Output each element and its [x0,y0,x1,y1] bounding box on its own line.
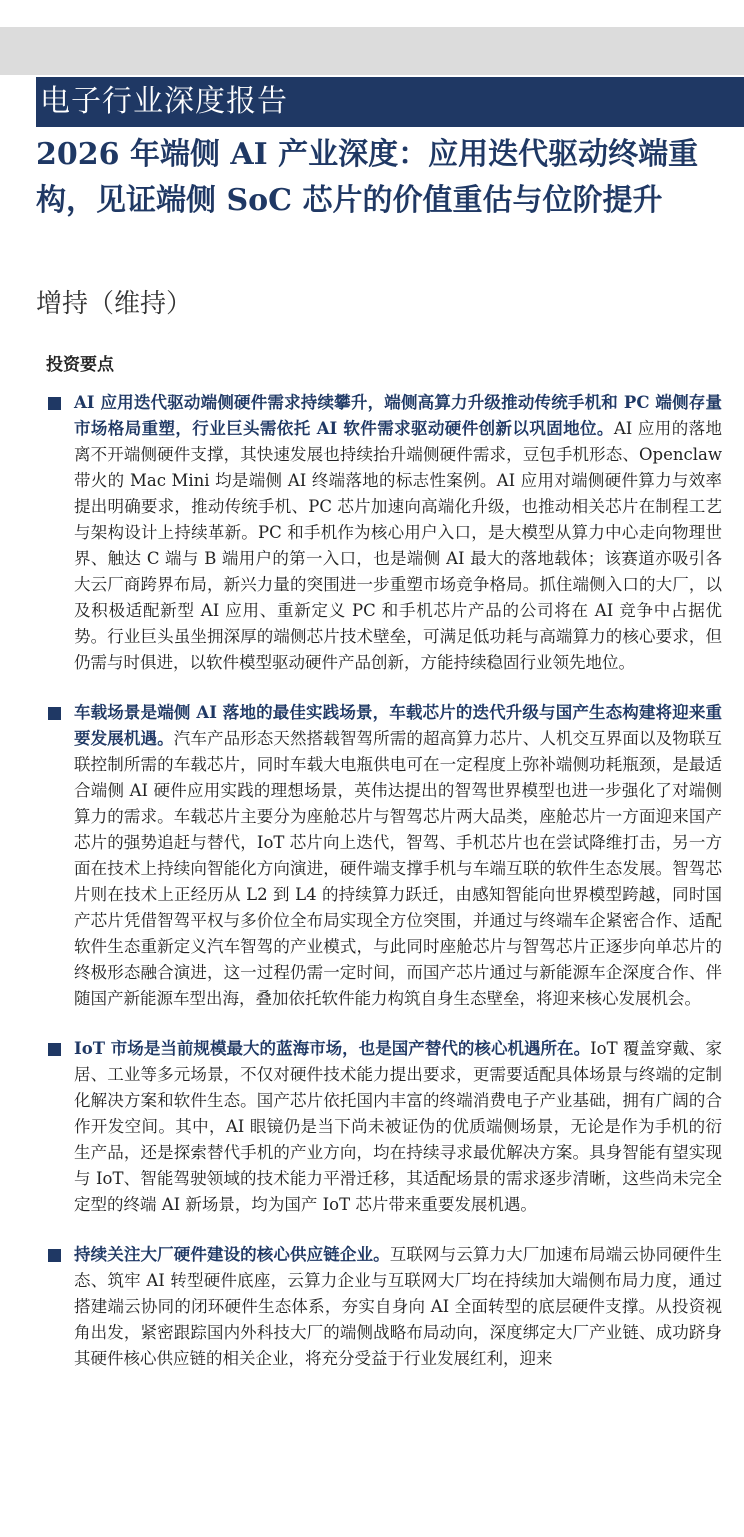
point-paragraph [74,1242,722,1372]
point-lead: AI 应用迭代驱动端侧硬件需求持续攀升，端侧高算力升级推动传统手机和 PC 端侧存量市场格局重塑，行业巨头需依托 AI 软件需求驱动硬件创新以巩固地位。 [74,393,722,438]
investment-points [46,390,722,1396]
report-type-banner: 电子行业深度报告 [36,77,744,127]
report-title: 2026 年端侧 AI 产业深度：应用迭代驱动终端重构，见证端侧 SoC 芯片的价值重估与位阶提升 [36,137,699,218]
point-body: AI 应用的落地离不开端侧硬件支撑，其快速发展也持续抬升端侧硬件需求，豆包手机形态、Openclaw 带火的 Mac Mini 均是端侧 AI 终端落地的标志性案例。AI 应用对端侧硬件算力与效率提出明确要求，推动传统手机、PC 芯片加速向高端化升级，也推动相关芯片在制程工艺与架构设计上持续革新。PC 和手机作为核心用户入口，是大模型从算力中心走向物理世界、触达 C 端与 B 端用户的第一入口，也是端侧 AI 最大的落地载体；该赛道亦吸引各大云厂商跨界布局，新兴力量的突围进一步重塑市场竞争格局。抓住端侧入口的大厂，以及积极适配新型 AI 应用、重新定义 PC 和手机芯片产品的公司将在 AI 竞争中占据优势。行业巨头虽坐拥深厚的端侧芯片技术壁垒，可满足低功耗与高端算力的核心要求，但仍需与时俱进，以软件模型驱动硬件产品创新，方能持续稳固行业领先地位。 [74,419,722,672]
list-item [46,390,722,676]
point-paragraph [74,390,722,676]
point-paragraph [74,1036,722,1218]
section-heading: 投资要点 [46,355,114,375]
point-body: 汽车产品形态天然搭载智驾所需的超高算力芯片、人机交互界面以及物联互联控制所需的车载芯片，同时车载大电瓶供电可在一定程度上弥补端侧功耗瓶颈，是最适合端侧 AI 硬件应用实践的理想场景，英伟达提出的智驾世界模型也进一步强化了对端侧算力的需求。车载芯片主要分为座舱芯片与智驾芯片两大品类，座舱芯片一方面迎来国产芯片的强势追赶与替代，IoT 芯片向上迭代，智驾、手机芯片也在尝试降维打击，另一方面在技术上持续向智能化方向演进，硬件端支撑手机与车端互联的软件生态发展。智驾芯片则在技术上正经历从 L2 到 L4 的持续算力跃迁，由感知智能向世界模型跨越，同时国产芯片凭借智驾平权与多价位全布局实现全方位突围，并通过与终端车企紧密合作、适配软件生态重新定义汽车智驾的产业模式，与此同时座舱芯片与智驾芯片正逐步向单芯片的终极形态融合演进，这一过程仍需一定时间，而国产芯片通过与新能源车企深度合作、伴随国产新能源车型出海，叠加依托软件能力构筑自身生态壁垒，将迎来核心发展机会。 [74,729,723,1008]
point-lead: IoT 市场是当前规模最大的蓝海市场，也是国产替代的核心机遇所在。 [74,1039,591,1058]
square-bullet-icon [48,1043,61,1056]
top-gray-bar [0,27,744,75]
rating-label: 增持（维持） [36,289,193,319]
list-item [46,1242,722,1372]
point-lead: 持续关注大厂硬件建设的核心供应链企业。 [74,1245,390,1264]
list-item [46,700,722,1012]
point-body: 互联网与云算力大厂加速布局端云协同硬件生态、筑牢 AI 转型硬件底座，云算力企业与互联网大厂均在持续加大端侧布局力度，通过搭建端云协同的闭环硬件生态体系，夯实自身向 AI 全面转型的底层硬件支撑。从投资视角出发，紧密跟踪国内外科技大厂的端侧战略布局动向，深度绑定大厂产业链、成功跻身其硬件核心供应链的相关企业，将充分受益于行业发展红利，迎来 [74,1245,723,1368]
square-bullet-icon [48,1249,61,1262]
square-bullet-icon [48,707,61,720]
point-body: IoT 覆盖穿戴、家居、工业等多元场景，不仅对硬件技术能力提出要求，更需要适配具体场景与终端的定制化解决方案和软件生态。国产芯片依托国内丰富的终端消费电子产业基础，拥有广阔的合作开发空间。其中，AI 眼镜仍是当下尚未被证伪的优质端侧场景，无论是作为手机的衍生产品，还是探索替代手机的产业方向，均在持续寻求最优解决方案。具身智能有望实现与 IoT、智能驾驶领域的技术能力平滑迁移，其适配场景的需求逐步清晰，这些尚未完全定型的终端 AI 新场景，均为国产 IoT 芯片带来重要发展机遇。 [74,1039,723,1214]
point-lead: 车载场景是端侧 AI 落地的最佳实践场景，车载芯片的迭代升级与国产生态构建将迎来重要发展机遇。 [74,703,722,748]
list-item [46,1036,722,1218]
point-paragraph [74,700,722,1012]
square-bullet-icon [48,397,61,410]
